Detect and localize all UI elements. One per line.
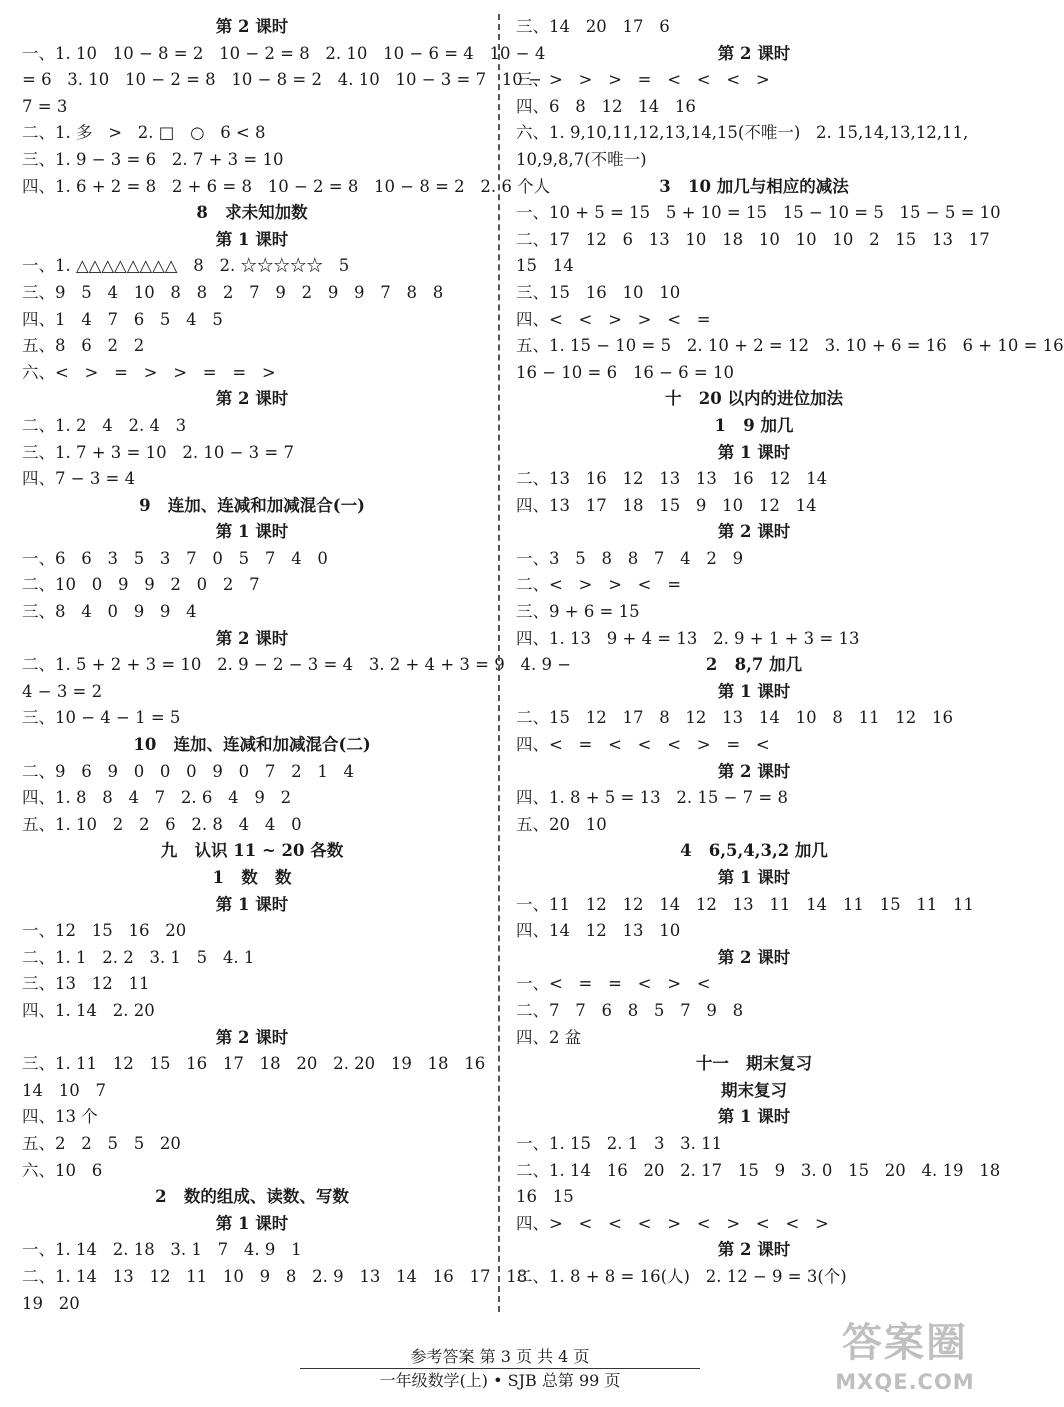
answer-line: 三、13 12 11 bbox=[22, 974, 150, 994]
footer-book-info: 一年级数学(上) • SJB 总第 99 页 bbox=[379, 1371, 621, 1390]
answer-line: 四、14 12 13 10 bbox=[516, 921, 681, 941]
section-heading: 第 2 课时 bbox=[215, 17, 289, 36]
answer-line: 五、8 6 2 2 bbox=[22, 336, 145, 356]
section-heading: 3 10 加几与相应的减法 bbox=[659, 176, 849, 196]
watermark-url: MXQE.COM bbox=[835, 1370, 975, 1394]
answer-line: 四、1. 8 + 5 = 13 2. 15 − 7 = 8 bbox=[516, 788, 788, 808]
section-heading: 第 2 课时 bbox=[215, 1027, 289, 1047]
answer-line: 一、6 6 3 5 3 7 0 5 7 4 0 bbox=[22, 548, 328, 568]
section-heading: 1 数 数 bbox=[212, 868, 292, 887]
answer-line: 三、15 16 10 10 bbox=[516, 282, 681, 302]
answer-line: 一、1. 14 2. 18 3. 1 7 4. 9 1 bbox=[22, 1240, 302, 1260]
section-heading: 期末复习 bbox=[721, 1080, 787, 1100]
answer-line: 14 10 7 bbox=[22, 1080, 106, 1100]
section-heading: 九 认识 11 ~ 20 各数 bbox=[160, 841, 344, 861]
answer-line: 二、7 7 6 8 5 7 9 8 bbox=[516, 1000, 744, 1020]
section-heading: 第 1 课时 bbox=[215, 1213, 289, 1233]
answer-line: 三、1. 11 12 15 16 17 18 20 2. 20 19 18 16 bbox=[22, 1054, 486, 1074]
answer-line: 二、15 12 17 8 12 13 14 10 8 11 12 16 bbox=[516, 708, 954, 728]
answer-line: 二、1. 多 > 2. □ ○ 6 < 8 bbox=[22, 123, 266, 143]
answer-line: 四、6 8 12 14 16 bbox=[516, 96, 696, 116]
watermark-logo bbox=[816, 1318, 994, 1404]
page-footer bbox=[300, 1346, 700, 1393]
section-heading: 第 1 课时 bbox=[717, 442, 791, 462]
answer-line: 四、< = < < < > = < bbox=[516, 735, 770, 755]
answer-line: 二、1. 14 13 12 11 10 9 8 2. 9 13 14 16 17 18 bbox=[22, 1266, 528, 1286]
answer-line: 四、1. 6 + 2 = 8 2 + 6 = 8 10 − 2 = 8 10 − 8 = 2 2. 6 个人 bbox=[22, 176, 551, 196]
answer-line: 一、12 15 16 20 bbox=[22, 921, 187, 941]
answer-line: 五、2 2 5 5 20 bbox=[22, 1133, 181, 1153]
answer-line: 二、1. 1 2. 2 3. 1 5 4. 1 bbox=[22, 947, 255, 967]
answer-line: 六、10 6 bbox=[22, 1160, 103, 1180]
answer-line: 二、1. 8 + 8 = 16(人) 2. 12 − 9 = 3(个) bbox=[516, 1266, 847, 1286]
answer-line: 一、3 5 8 8 7 4 2 9 bbox=[516, 548, 744, 568]
answer-line: 六、< > = > > = = > bbox=[22, 362, 276, 382]
column-divider bbox=[498, 14, 500, 1312]
section-heading: 第 1 课时 bbox=[717, 681, 791, 701]
answer-line: 五、20 10 bbox=[516, 814, 607, 834]
answer-line: 16 − 10 = 6 16 − 6 = 10 bbox=[516, 362, 734, 382]
answer-line: 四、2 盆 bbox=[516, 1027, 582, 1047]
answer-line: 二、1. 14 16 20 2. 17 15 9 3. 0 15 20 4. 19 18 bbox=[516, 1160, 1001, 1180]
section-heading: 第 2 课时 bbox=[215, 628, 289, 648]
answer-line: 四、13 个 bbox=[22, 1107, 98, 1127]
watermark-text: 答案圈 bbox=[842, 1320, 968, 1366]
section-heading: 第 2 课时 bbox=[215, 389, 289, 409]
answer-line: 一、1. 10 10 − 8 = 2 10 − 2 = 8 2. 10 10 − 6 = 4 10 − 4 bbox=[22, 43, 546, 63]
answer-line: 一、1. 15 2. 1 3 3. 11 bbox=[516, 1133, 723, 1153]
answer-line: 一、11 12 12 14 12 13 11 14 11 15 11 11 bbox=[516, 894, 975, 914]
answer-line: 五、1. 15 − 10 = 5 2. 10 + 2 = 12 3. 10 + 6 = 16 6 + 10 = 16 bbox=[516, 336, 1064, 356]
answer-line: 四、1. 14 2. 20 bbox=[22, 1000, 155, 1020]
footer-page-info: 参考答案 第 3 页 共 4 页 bbox=[300, 1346, 700, 1369]
answer-line: 三、14 20 17 6 bbox=[516, 17, 670, 36]
section-heading: 十 20 以内的进位加法 bbox=[665, 389, 843, 409]
section-heading: 第 2 课时 bbox=[717, 947, 791, 967]
section-heading: 10 连加、连减和加减混合(二) bbox=[133, 735, 371, 755]
section-heading: 第 2 课时 bbox=[717, 522, 791, 542]
answer-line: 一、1. △△△△△△△△ 8 2. ☆☆☆☆☆ 5 bbox=[22, 256, 350, 276]
section-heading: 2 数的组成、读数、写数 bbox=[155, 1187, 349, 1207]
answer-line: 四、1 4 7 6 5 4 5 bbox=[22, 309, 223, 329]
answer-line: 二、10 0 9 9 2 0 2 7 bbox=[22, 575, 260, 595]
answer-line: = 6 3. 10 10 − 2 = 8 10 − 8 = 2 4. 10 10 − 3 = 7 10 − bbox=[22, 70, 542, 90]
answer-line: 四、> < < < > < > < < > bbox=[516, 1213, 829, 1233]
answer-line: 六、1. 9,10,11,12,13,14,15(不唯一) 2. 15,14,13,12,11, bbox=[516, 123, 969, 143]
answer-line: 三、1. 9 − 3 = 6 2. 7 + 3 = 10 bbox=[22, 149, 284, 169]
answer-line: 四、13 17 18 15 9 10 12 14 bbox=[516, 495, 817, 515]
section-heading: 第 1 课时 bbox=[717, 1107, 791, 1127]
answer-line: 三、9 + 6 = 15 bbox=[516, 602, 640, 622]
answer-line: 7 = 3 bbox=[22, 96, 68, 116]
answer-line: 二、< > > < = bbox=[516, 575, 682, 595]
answer-line: 三、> > > = < < < > bbox=[516, 70, 770, 90]
answer-line: 三、8 4 0 9 9 4 bbox=[22, 602, 197, 622]
answer-line: 二、1. 5 + 2 + 3 = 10 2. 9 − 2 − 3 = 4 3. 2 + 4 + 3 = 9 4. 9 − bbox=[22, 655, 572, 675]
answer-line: 4 − 3 = 2 bbox=[22, 681, 103, 701]
section-heading: 第 1 课时 bbox=[215, 229, 289, 249]
answer-line: 二、1. 2 4 2. 4 3 bbox=[22, 415, 187, 435]
answer-line: 三、9 5 4 10 8 8 2 7 9 2 9 9 7 8 8 bbox=[22, 282, 444, 302]
section-heading: 第 1 课时 bbox=[215, 894, 289, 914]
answer-line: 10,9,8,7(不唯一) bbox=[516, 149, 647, 169]
answer-line: 四、1. 13 9 + 4 = 13 2. 9 + 1 + 3 = 13 bbox=[516, 628, 860, 648]
answer-line: 四、7 − 3 = 4 bbox=[22, 469, 136, 489]
answer-line: 一、10 + 5 = 15 5 + 10 = 15 15 − 10 = 5 15 − 5 = 10 bbox=[516, 203, 1001, 223]
answer-line: 四、< < > > < = bbox=[516, 309, 711, 329]
section-heading: 第 1 课时 bbox=[215, 522, 289, 542]
section-heading: 第 2 课时 bbox=[717, 43, 791, 63]
answer-line: 一、< = = < > < bbox=[516, 974, 711, 994]
section-heading: 4 6,5,4,3,2 加几 bbox=[680, 841, 828, 861]
answer-line: 三、10 − 4 − 1 = 5 bbox=[22, 708, 181, 728]
section-heading: 8 求未知加数 bbox=[196, 203, 308, 223]
answer-line: 15 14 bbox=[516, 256, 574, 276]
answer-line: 16 15 bbox=[516, 1187, 574, 1207]
answer-line: 二、17 12 6 13 10 18 10 10 10 2 15 13 17 bbox=[516, 229, 990, 249]
answer-line: 二、9 6 9 0 0 0 9 0 7 2 1 4 bbox=[22, 761, 355, 781]
section-heading: 1 9 加几 bbox=[714, 415, 794, 435]
right-column bbox=[516, 14, 1064, 1291]
section-heading: 第 2 课时 bbox=[717, 761, 791, 781]
answer-line: 三、1. 7 + 3 = 10 2. 10 − 3 = 7 bbox=[22, 442, 294, 462]
section-heading: 第 2 课时 bbox=[717, 1240, 791, 1260]
answer-line: 19 20 bbox=[22, 1293, 80, 1313]
answer-line: 五、1. 10 2 2 6 2. 8 4 4 0 bbox=[22, 814, 302, 834]
answer-line: 四、1. 8 8 4 7 2. 6 4 9 2 bbox=[22, 788, 292, 808]
section-heading: 第 1 课时 bbox=[717, 868, 791, 887]
section-heading: 9 连加、连减和加减混合(一) bbox=[139, 495, 365, 515]
answer-line: 二、13 16 12 13 13 16 12 14 bbox=[516, 469, 828, 489]
section-heading: 十一 期末复习 bbox=[695, 1054, 813, 1074]
section-heading: 2 8,7 加几 bbox=[705, 655, 803, 675]
